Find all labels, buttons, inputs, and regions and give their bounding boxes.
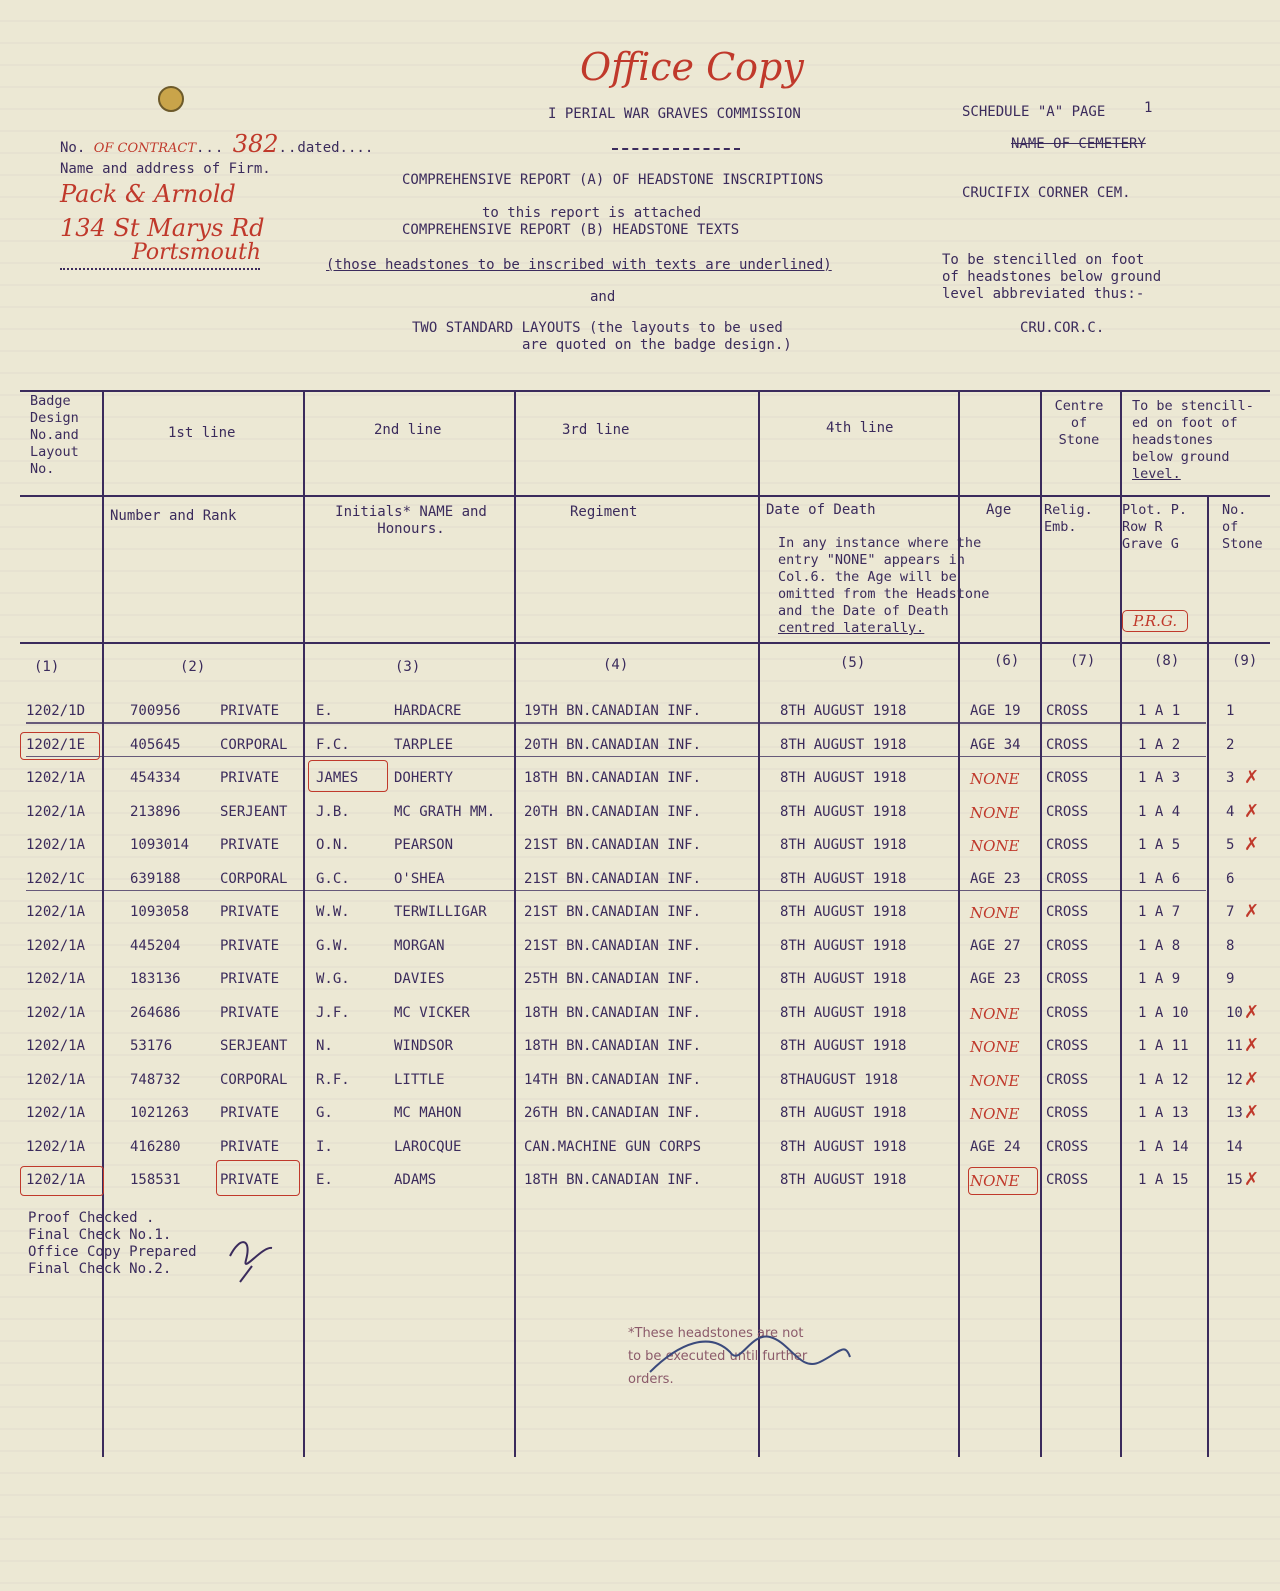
cell-badge: 1202/1A: [26, 1038, 86, 1054]
header-regiment: Regiment: [570, 504, 638, 520]
red-annotation-box: [216, 1160, 300, 1196]
schedule-label: SCHEDULE "A" PAGE: [962, 104, 1106, 120]
cell-number: 445204: [130, 937, 181, 954]
cell-name: LAROCQUE: [394, 1138, 462, 1155]
cell-plot: 1 A 3: [1138, 770, 1181, 786]
red-annotation-box: [308, 760, 388, 792]
report-line-7: are quoted on the badge design.): [522, 337, 792, 353]
header-age: Age: [986, 502, 1012, 518]
cell-badge: 1202/1A: [26, 1004, 86, 1021]
cell-rank: PRIVATE: [220, 703, 280, 719]
proof-block: [28, 1210, 197, 1278]
cell-regiment: 18TH BN.CANADIAN INF.: [524, 1004, 702, 1021]
cell-stone: 8: [1226, 937, 1235, 954]
cell-name: PEARSON: [394, 837, 454, 853]
cell-name: MC VICKER: [394, 1004, 470, 1021]
red-cross-mark: ✗: [1244, 1001, 1260, 1023]
red-cross-mark: ✗: [1244, 901, 1260, 922]
cell-initials: N.: [316, 1038, 333, 1054]
cell-date: 8TH AUGUST 1918: [780, 937, 907, 954]
name-of-cemetery-label: NAME OF CEMETERY: [1011, 136, 1146, 152]
cell-badge: 1202/1A: [26, 1071, 86, 1088]
cell-initials: E.: [316, 703, 333, 719]
cell-rank: PRIVATE: [220, 837, 280, 853]
col-divider-6: [1040, 392, 1042, 1457]
col-number-1: (1): [34, 659, 60, 675]
header-2nd-line: 2nd line: [374, 422, 442, 438]
cell-rank: PRIVATE: [220, 770, 280, 786]
cell-plot: 1 A 13: [1138, 1105, 1189, 1121]
cell-stone: 9: [1226, 971, 1235, 987]
cell-rank: PRIVATE: [220, 904, 280, 920]
report-line-1: COMPREHENSIVE REPORT (A) OF HEADSTONE INSCRIPTIONS: [402, 172, 824, 188]
cell-age: NONE: [970, 1004, 1020, 1023]
cell-regiment: 26TH BN.CANADIAN INF.: [524, 1105, 702, 1121]
cell-badge: 1202/1A: [26, 1138, 86, 1155]
cell-regiment: 21ST BN.CANADIAN INF.: [524, 870, 702, 887]
cell-badge: 1202/1A: [26, 1172, 86, 1188]
cell-date: 8TH AUGUST 1918: [780, 1172, 907, 1188]
prg-annotation: P.R.G.: [1122, 610, 1188, 632]
col-number-9: (9): [1232, 653, 1258, 669]
cell-stone: 7: [1226, 904, 1235, 920]
red-annotation-box: [968, 1167, 1038, 1195]
firm-address: 134 St Marys Rd: [60, 214, 265, 242]
cell-rank: PRIVATE: [220, 1138, 280, 1155]
cell-relig: CROSS: [1046, 1038, 1089, 1054]
office-copy-annotation: Office Copy: [580, 45, 804, 89]
cell-plot: 1 A 12: [1138, 1071, 1189, 1088]
header-date-of-death: Date of Death: [766, 502, 876, 518]
cell-badge: 1202/1A: [26, 837, 86, 853]
cell-rank: PRIVATE: [220, 1105, 280, 1121]
contract-of-label: OF CONTRACT: [93, 141, 196, 156]
cell-age: AGE 23: [970, 870, 1021, 887]
header-centre-of-stone: Centre of Stone: [1054, 398, 1104, 448]
cell-rank: CORPORAL: [220, 870, 288, 887]
cell-initials: I.: [316, 1138, 333, 1155]
table-top-rule: [20, 390, 1270, 392]
proof-checked: Proof Checked .: [28, 1210, 155, 1226]
cell-relig: CROSS: [1046, 1138, 1089, 1155]
cell-number: 183136: [130, 971, 181, 987]
cell-stone: 4: [1226, 803, 1235, 820]
cell-rank: PRIVATE: [220, 1172, 280, 1188]
contract-number: 382: [232, 130, 279, 158]
cell-date: 8TH AUGUST 1918: [780, 1038, 907, 1054]
header-stone-no: No. of Stone: [1222, 502, 1263, 552]
stencil-line-3: level abbreviated thus:-: [942, 286, 1145, 302]
cell-number: 639188: [130, 870, 181, 887]
cell-age: AGE 24: [970, 1138, 1021, 1155]
cell-initials: E.: [316, 1172, 333, 1188]
col-divider-2: [303, 392, 305, 1457]
cell-stone: 14: [1226, 1138, 1243, 1155]
cell-number: 454334: [130, 770, 181, 786]
red-annotation-box: [20, 732, 100, 760]
contract-dated: dated....: [297, 140, 374, 156]
stamp-mark: [158, 86, 184, 112]
cell-age: NONE: [970, 837, 1020, 855]
col-divider-3: [514, 392, 516, 1457]
cell-plot: 1 A 15: [1138, 1172, 1189, 1188]
cell-name: O'SHEA: [394, 870, 445, 887]
cell-badge: 1202/1A: [26, 971, 86, 987]
cell-rank: PRIVATE: [220, 937, 280, 954]
cell-date: 8TH AUGUST 1918: [780, 770, 907, 786]
cell-relig: CROSS: [1046, 870, 1089, 887]
cell-regiment: 14TH BN.CANADIAN INF.: [524, 1071, 702, 1088]
cell-date: 8TH AUGUST 1918: [780, 1004, 907, 1021]
cell-relig: CROSS: [1046, 1071, 1089, 1088]
col-number-2: (2): [180, 659, 206, 675]
cell-number: 158531: [130, 1172, 181, 1188]
cell-badge: 1202/1A: [26, 803, 86, 820]
cell-stone: 12: [1226, 1071, 1243, 1088]
red-cross-mark: ✗: [1244, 1035, 1260, 1056]
red-cross-mark: ✗: [1244, 834, 1260, 855]
cell-initials: J.F.: [316, 1004, 350, 1021]
col-number-4: (4): [603, 657, 629, 673]
cell-relig: CROSS: [1046, 971, 1089, 987]
footnote-signature: [640, 1322, 870, 1382]
cell-stone: 3: [1226, 770, 1235, 786]
cell-badge: 1202/1A: [26, 904, 86, 920]
cell-badge: 1202/1D: [26, 703, 86, 719]
footnote: *These headstones are not to be executed until further orders.: [628, 1326, 808, 1387]
cell-plot: 1 A 10: [1138, 1004, 1189, 1021]
cell-stone: 13: [1226, 1105, 1243, 1121]
col-divider-4: [758, 392, 760, 1457]
text-underline: [26, 756, 1206, 758]
table-subheader-rule: [20, 642, 1270, 644]
report-line-2: to this report is attached: [482, 205, 702, 221]
report-line-5: and: [590, 289, 616, 305]
cell-date: 8TH AUGUST 1918: [780, 1138, 907, 1155]
cell-plot: 1 A 2: [1138, 736, 1181, 753]
cell-initials: G.: [316, 1105, 333, 1121]
header-note: In any instance where the entry "NONE" appears in Col.6. the Age will be omitted from the Headstone and the Date of Death centred laterally.: [778, 535, 990, 636]
cell-relig: CROSS: [1046, 1105, 1089, 1121]
cell-badge: 1202/1A: [26, 770, 86, 786]
cell-date: 8TH AUGUST 1918: [780, 971, 907, 987]
cell-stone: 1: [1226, 703, 1235, 719]
cell-relig: CROSS: [1046, 736, 1089, 753]
col-divider-1: [102, 392, 104, 1457]
cell-regiment: 18TH BN.CANADIAN INF.: [524, 1038, 702, 1054]
cell-regiment: 21ST BN.CANADIAN INF.: [524, 937, 702, 954]
cell-plot: 1 A 5: [1138, 837, 1181, 853]
cell-regiment: 25TH BN.CANADIAN INF.: [524, 971, 702, 987]
firm-city: Portsmouth: [132, 240, 262, 265]
cell-rank: CORPORAL: [220, 1071, 288, 1088]
cell-initials: O.N.: [316, 837, 350, 853]
cell-relig: CROSS: [1046, 803, 1089, 820]
col-number-5: (5): [840, 655, 866, 671]
cell-age: NONE: [970, 770, 1020, 788]
col-number-8: (8): [1154, 653, 1180, 669]
cell-number: 1021263: [130, 1105, 190, 1121]
cell-stone: 15: [1226, 1172, 1243, 1188]
initials-signature: [222, 1226, 282, 1286]
cell-initials: JAMES: [316, 770, 359, 786]
red-annotation-box: [20, 1166, 104, 1196]
stencil-abbreviation: CRU.COR.C.: [1020, 320, 1105, 336]
cell-age: NONE: [970, 904, 1020, 922]
table-header-rule: [20, 495, 1270, 497]
stencil-line-1: To be stencilled on foot: [942, 252, 1145, 268]
commission-title: I PERIAL WAR GRAVES COMMISSION: [548, 106, 801, 122]
cell-age: AGE 34: [970, 736, 1021, 753]
cell-relig: CROSS: [1046, 837, 1089, 853]
cell-age: NONE: [970, 1071, 1020, 1090]
cell-name: TERWILLIGAR: [394, 904, 487, 920]
cemetery-name: CRUCIFIX CORNER CEM.: [962, 185, 1131, 201]
cell-number: 1093058: [130, 904, 190, 920]
cell-rank: SERJEANT: [220, 803, 288, 820]
cell-initials: R.F.: [316, 1071, 350, 1088]
office-copy-prepared: Office Copy Prepared: [28, 1244, 197, 1260]
cell-initials: G.W.: [316, 937, 350, 954]
cell-plot: 1 A 6: [1138, 870, 1181, 887]
cell-number: 213896: [130, 803, 181, 820]
cell-relig: CROSS: [1046, 937, 1089, 954]
cell-regiment: 20TH BN.CANADIAN INF.: [524, 736, 702, 753]
cell-date: 8TH AUGUST 1918: [780, 904, 907, 920]
header-plot: Plot. P. Row R Grave G: [1122, 502, 1188, 552]
col-number-7: (7): [1070, 653, 1096, 669]
cell-date: 8TH AUGUST 1918: [780, 803, 907, 820]
cell-badge: 1202/1E: [26, 736, 86, 753]
cell-rank: PRIVATE: [220, 971, 280, 987]
red-cross-mark: ✗: [1244, 1068, 1260, 1090]
report-line-4: (those headstones to be inscribed with texts are underlined): [326, 257, 832, 273]
firm-name: Pack & Arnold: [60, 180, 236, 208]
header-3rd-line: 3rd line: [562, 422, 630, 438]
cell-badge: 1202/1A: [26, 937, 86, 954]
cell-regiment: 20TH BN.CANADIAN INF.: [524, 803, 702, 820]
cell-name: TARPLEE: [394, 736, 454, 753]
cell-plot: 1 A 9: [1138, 971, 1181, 987]
cell-stone: 11: [1226, 1038, 1243, 1054]
cell-relig: CROSS: [1046, 770, 1089, 786]
cell-date: 8TH AUGUST 1918: [780, 736, 907, 753]
cell-regiment: 18TH BN.CANADIAN INF.: [524, 1172, 702, 1188]
schedule-page: 1: [1144, 100, 1153, 116]
cell-initials: J.B.: [316, 803, 350, 820]
contract-prefix: No.: [60, 140, 86, 156]
cell-age: NONE: [970, 1038, 1020, 1056]
cell-age: NONE: [970, 1105, 1020, 1123]
cell-rank: SERJEANT: [220, 1038, 288, 1054]
cell-number: 264686: [130, 1004, 181, 1021]
header-stencil: To be stencill- ed on foot of headstones below ground level.: [1132, 398, 1254, 482]
cell-name: MC GRATH MM.: [394, 803, 496, 820]
header-1st-line: 1st line: [168, 425, 236, 441]
cell-age: NONE: [970, 1172, 1020, 1190]
col-number-6: (6): [994, 653, 1020, 669]
cell-name: HARDACRE: [394, 703, 462, 719]
red-cross-mark: ✗: [1244, 1169, 1260, 1190]
cell-number: 416280: [130, 1138, 181, 1155]
cell-number: 700956: [130, 703, 181, 719]
cell-stone: 6: [1226, 870, 1235, 887]
cell-relig: CROSS: [1046, 1172, 1089, 1188]
cell-date: 8TH AUGUST 1918: [780, 703, 907, 719]
cell-number: 1093014: [130, 837, 190, 853]
red-cross-mark: ✗: [1244, 767, 1260, 788]
cell-age: AGE 23: [970, 971, 1021, 987]
cell-date: 8THAUGUST 1918: [780, 1071, 899, 1088]
cell-initials: F.C.: [316, 736, 350, 753]
cell-age: AGE 27: [970, 937, 1021, 954]
text-underline: [26, 722, 1206, 724]
cell-plot: 1 A 14: [1138, 1138, 1189, 1155]
cell-plot: 1 A 7: [1138, 904, 1181, 920]
cell-name: ADAMS: [394, 1172, 437, 1188]
cell-regiment: 18TH BN.CANADIAN INF.: [524, 770, 702, 786]
cell-stone: 10: [1226, 1004, 1243, 1021]
cell-regiment: 19TH BN.CANADIAN INF.: [524, 703, 702, 719]
cell-rank: CORPORAL: [220, 736, 288, 753]
cell-number: 405645: [130, 736, 181, 753]
cell-stone: 5: [1226, 837, 1235, 853]
contract-line: No. OF CONTRACT... 382..dated....: [60, 130, 374, 158]
header-4th-line: 4th line: [826, 420, 894, 436]
report-line-6: TWO STANDARD LAYOUTS (the layouts to be used: [412, 320, 783, 336]
final-check-1: Final Check No.1.: [28, 1227, 172, 1243]
cell-name: WINDSOR: [394, 1038, 454, 1054]
header-number-rank: Number and Rank: [110, 508, 237, 524]
cell-name: MORGAN: [394, 937, 445, 954]
cell-initials: G.C.: [316, 870, 350, 887]
cell-date: 8TH AUGUST 1918: [780, 837, 907, 853]
cell-name: LITTLE: [394, 1071, 445, 1088]
cell-regiment: 21ST BN.CANADIAN INF.: [524, 837, 702, 853]
col-divider-8: [1207, 495, 1209, 1457]
cell-badge: 1202/1A: [26, 1105, 86, 1121]
cell-plot: 1 A 8: [1138, 937, 1181, 954]
col-number-3: (3): [395, 659, 421, 675]
cell-plot: 1 A 1: [1138, 703, 1181, 719]
cell-plot: 1 A 4: [1138, 803, 1181, 820]
cell-regiment: 21ST BN.CANADIAN INF.: [524, 904, 702, 920]
header-initials: Initials* NAME and Honours.: [335, 504, 487, 537]
cell-badge: 1202/1C: [26, 870, 86, 887]
cell-initials: W.W.: [316, 904, 350, 920]
cell-rank: PRIVATE: [220, 1004, 280, 1021]
report-line-3: COMPREHENSIVE REPORT (B) HEADSTONE TEXTS: [402, 222, 740, 238]
cell-name: MC MAHON: [394, 1105, 462, 1121]
cell-relig: CROSS: [1046, 904, 1089, 920]
cell-date: 8TH AUGUST 1918: [780, 1105, 907, 1121]
cell-plot: 1 A 11: [1138, 1038, 1189, 1054]
text-underline: [26, 890, 1206, 892]
header-relig: Relig. Emb.: [1044, 502, 1093, 535]
cell-relig: CROSS: [1046, 1004, 1089, 1021]
cell-regiment: CAN.MACHINE GUN CORPS: [524, 1138, 702, 1155]
cell-initials: W.G.: [316, 971, 350, 987]
cell-name: DOHERTY: [394, 770, 454, 786]
final-check-2: Final Check No.2.: [28, 1261, 172, 1277]
cell-age: NONE: [970, 803, 1020, 822]
red-cross-mark: ✗: [1244, 1102, 1260, 1123]
cell-date: 8TH AUGUST 1918: [780, 870, 907, 887]
title-divider: [612, 148, 740, 150]
cell-number: 748732: [130, 1071, 181, 1088]
firm-label: Name and address of Firm.: [60, 161, 271, 177]
stencil-line-2: of headstones below ground: [942, 269, 1162, 285]
header-badge: Badge Design No.and Layout No.: [30, 393, 79, 477]
cell-relig: CROSS: [1046, 703, 1089, 719]
red-cross-mark: ✗: [1244, 800, 1260, 822]
cell-number: 53176: [130, 1038, 173, 1054]
cell-age: AGE 19: [970, 703, 1021, 719]
cell-name: DAVIES: [394, 971, 445, 987]
cell-stone: 2: [1226, 736, 1235, 753]
